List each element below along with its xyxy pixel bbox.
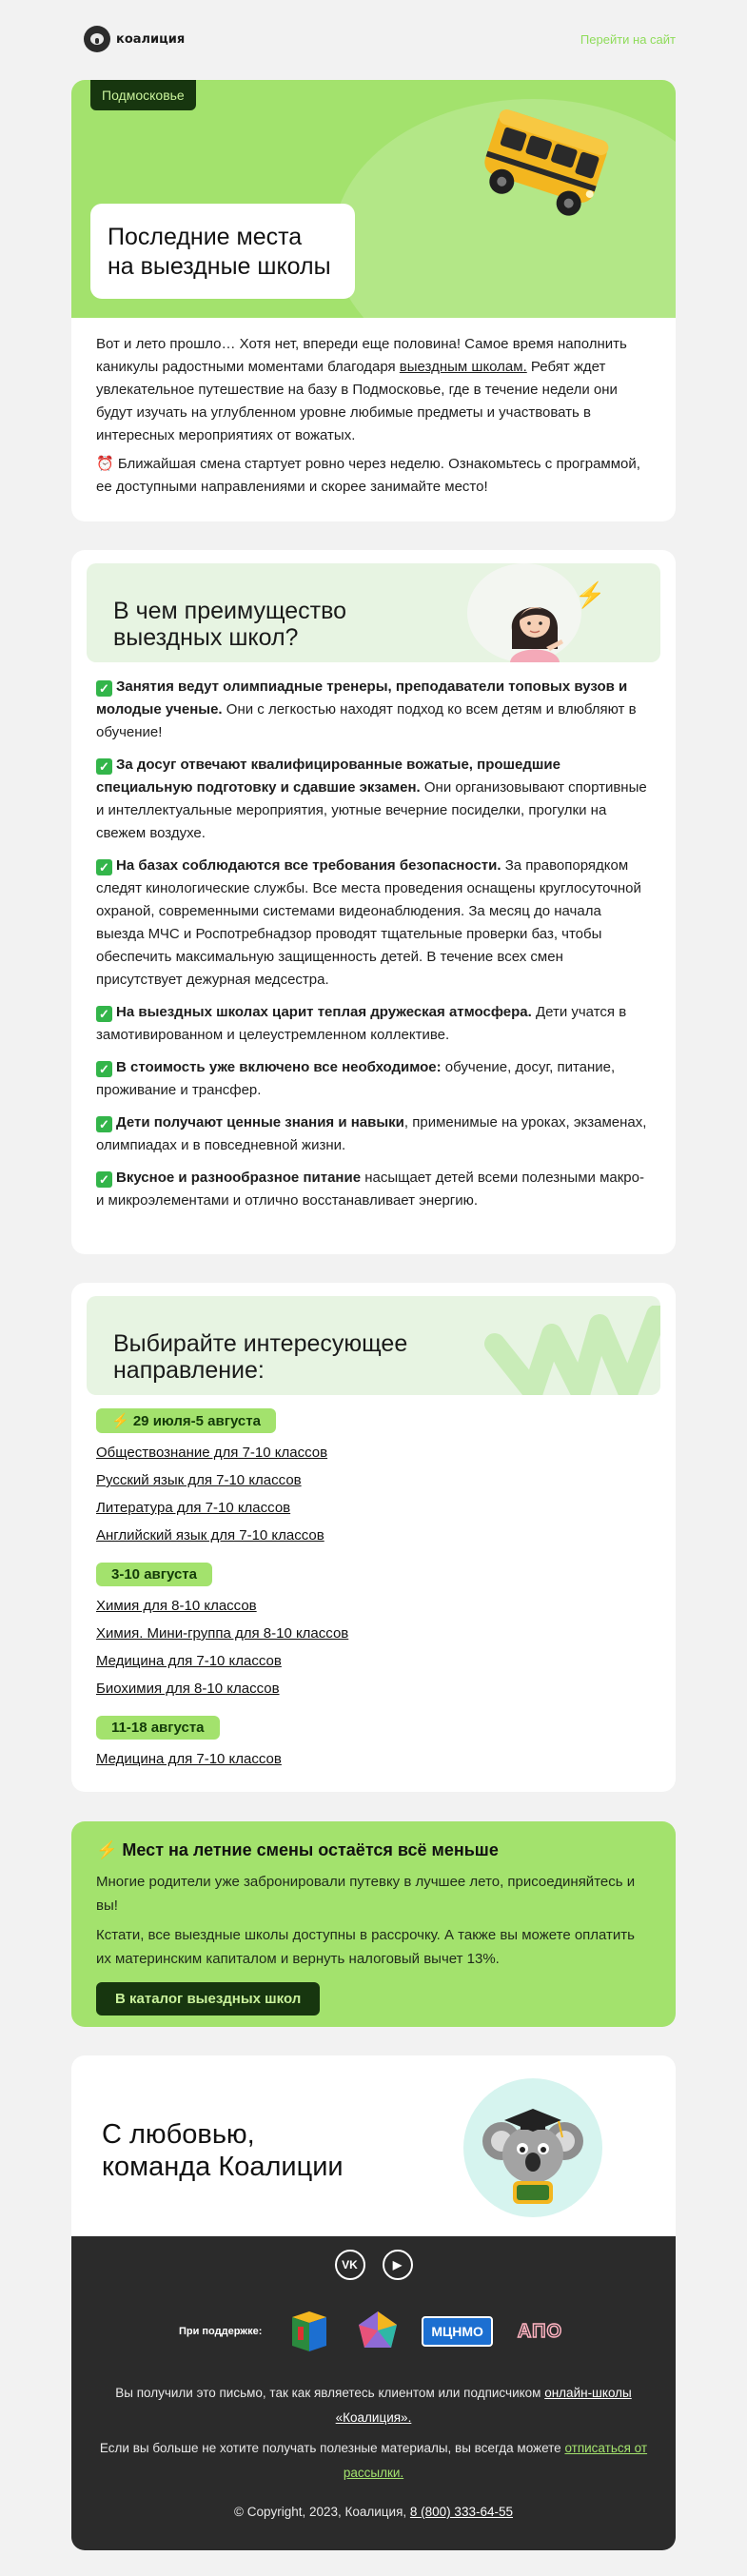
promo-title: ⚡ Мест на летние смены остаётся всё меньше <box>96 1840 499 1859</box>
social-links <box>71 2250 676 2280</box>
intro-text <box>71 318 676 521</box>
benefits-card <box>71 550 676 1254</box>
signoff-line2: команда Коалиции <box>102 2152 344 2182</box>
benefit-text: За правопорядком следят кинологические службы. Все места проведения оснащены круглосуточной охраной, современными системами видеонаблюдения. За месяц до начала выезда МЧС и Роспотребнадзор проводят тщательные проверки баз, чтобы обеспечить максимальную защищенность детей. В течение всех смен присутствует дежурная медсестра. <box>96 857 641 988</box>
brand-name: коалиция <box>116 31 186 47</box>
support-partners <box>71 2303 676 2360</box>
apo-text: АПО <box>517 2320 563 2342</box>
brand-logo[interactable] <box>84 26 185 52</box>
session-date-chip: 3-10 августа <box>96 1563 212 1586</box>
session-date-chip: 11-18 августа <box>96 1716 220 1740</box>
course-link[interactable]: Медицина для 7-10 классов <box>96 1751 282 1767</box>
benefits-header <box>87 563 660 662</box>
benefit-bold: В стоимость уже включено все необходимое: <box>116 1059 442 1075</box>
hero-title <box>90 204 355 299</box>
course-link[interactable]: Медицина для 7-10 классов <box>96 1653 282 1669</box>
directions-title <box>113 1330 407 1384</box>
signoff-card <box>71 2055 676 2236</box>
promo-block <box>71 1821 676 2027</box>
partner-cube-logo-icon <box>285 2310 334 2353</box>
hero-banner <box>71 80 676 318</box>
subscription-note-text: Вы получили это письмо, так как являетесь клиентом или подписчиком <box>115 2386 545 2400</box>
mcnmo-text: МЦНМО <box>422 2316 493 2347</box>
intro-text-b: Ребят ждет увлекательное путешествие на базу в Подмосковье, где в течение недели они будут изучать на углубленном уровне любимые предметы и участвовать в интересных мероприятиях от вожатых. <box>96 359 618 443</box>
session-group <box>87 1716 660 1773</box>
partner-star-logo-icon <box>353 2310 403 2353</box>
hero-title-line2: на выездные школы <box>108 253 331 280</box>
benefit-item <box>96 1111 651 1157</box>
promo-paragraph-2: Кстати, все выездные школы доступны в рассрочку. А также вы можете оплатить их материнским капиталом и вернуть налоговый вычет 13%. <box>96 1927 635 1967</box>
field-schools-link[interactable]: выездным школам. <box>399 359 527 375</box>
intro-paragraph-1 <box>96 333 651 447</box>
course-link[interactable]: Химия. Мини-группа для 8-10 классов <box>96 1625 349 1642</box>
benefit-text: Они организовывают спортивные и интеллектуальные мероприятия, уютные вечерние посиделки, прогулки на свежем воздухе. <box>96 779 647 841</box>
benefit-bold: Дети получают ценные знания и навыки <box>116 1114 404 1131</box>
checkmark-icon: ✓ <box>96 1006 112 1022</box>
directions-title-line2: направление: <box>113 1357 265 1384</box>
girl-illustration-icon <box>502 592 569 662</box>
benefit-item <box>96 676 651 744</box>
course-link[interactable]: Литература для 7-10 классов <box>96 1500 291 1516</box>
benefits-title-line1: В чем преимущество <box>113 598 347 624</box>
catalog-button[interactable]: В каталог выездных школ <box>96 1982 320 2016</box>
email-footer <box>71 2236 676 2550</box>
school-bus-icon <box>469 103 621 226</box>
benefit-text: Дети учатся в замотивированном и целеустремленном коллективе. <box>96 1004 627 1043</box>
benefit-text: Они с легкостью находят подход ко всем детям и влюбляют в обучение! <box>96 701 637 740</box>
copyright <box>71 2505 676 2519</box>
benefits-title-line2: выездных школ? <box>113 624 299 651</box>
koala-logo-icon <box>84 26 110 52</box>
checkmark-icon: ✓ <box>96 1116 112 1132</box>
promo-paragraph-1: Многие родители уже забронировали путевку в лучшее лето, присоединяйтесь и вы! <box>96 1874 636 1914</box>
youtube-icon[interactable]: ▶ <box>383 2250 413 2280</box>
unsubscribe-note-text: Если вы больше не хотите получать полезные материалы, вы всегда можете <box>99 2441 565 2455</box>
signoff-text <box>102 2118 344 2183</box>
vk-icon[interactable]: VK <box>335 2250 365 2280</box>
checkmark-icon: ✓ <box>96 758 112 775</box>
benefit-text: , применимые на уроках, экзаменах, олимпиадах и в повседневной жизни. <box>96 1114 647 1153</box>
benefit-bold: Занятия ведут олимпиадные тренеры, преподаватели топовых вузов и молодые ученые. <box>96 678 628 718</box>
koala-mascot-background <box>463 2078 602 2217</box>
decorative-squiggle-icon <box>476 1306 660 1395</box>
support-label: При поддержке: <box>178 2326 263 2337</box>
benefits-list <box>87 662 660 1212</box>
copyright-text: © Copyright, 2023, Коалиция, <box>234 2505 410 2519</box>
benefit-text: обучение, досуг, питание, проживание и трансфер. <box>96 1059 616 1098</box>
session-group <box>87 1408 660 1549</box>
benefit-item <box>96 1001 651 1047</box>
directions-card <box>71 1283 676 1792</box>
benefit-bold: На выездных школах царит теплая дружеская атмосфера. <box>116 1004 532 1020</box>
benefit-item <box>96 855 651 992</box>
phone-link[interactable]: 8 (800) 333-64-55 <box>409 2505 513 2519</box>
unsubscribe-link[interactable]: отписаться от рассылки. <box>343 2441 648 2480</box>
lightning-icon: ⚡ <box>575 580 606 609</box>
course-link[interactable]: Английский язык для 7-10 классов <box>96 1527 324 1544</box>
intro-paragraph-2: ⏰ Ближайшая смена стартует ровно через неделю. Ознакомьтесь с программой, ее доступными направлениями и скорее занимайте место! <box>96 456 640 495</box>
checkmark-icon: ✓ <box>96 680 112 697</box>
partner-apo-logo <box>512 2310 568 2353</box>
online-school-link[interactable]: онлайн-школы «Коалиция». <box>335 2386 632 2425</box>
signoff-line1: С любовью, <box>102 2119 255 2150</box>
intro-text-a: Вот и лето прошло… Хотя нет, впереди еще половина! Самое время наполнить каникулы радостными моментами благодаря <box>96 336 627 375</box>
go-to-site-link[interactable]: Перейти на сайт <box>580 31 676 47</box>
benefit-item <box>96 1167 651 1212</box>
benefit-text: насыщает детей всеми полезными макро- и микроэлементами и отлично восстанавливает энергию. <box>96 1170 644 1209</box>
checkmark-icon: ✓ <box>96 859 112 875</box>
benefit-bold: На базах соблюдаются все требования безопасности. <box>116 857 501 874</box>
subscription-note <box>90 2381 657 2430</box>
benefit-item <box>96 754 651 845</box>
directions-title-line1: Выбирайте интересующее <box>113 1330 408 1357</box>
course-link[interactable]: Химия для 8-10 классов <box>96 1598 257 1614</box>
benefit-bold: Вкусное и разнообразное питание <box>116 1170 362 1186</box>
checkmark-icon: ✓ <box>96 1061 112 1077</box>
benefit-item <box>96 1056 651 1102</box>
directions-header <box>87 1296 660 1395</box>
region-tag: Подмосковье <box>90 80 196 110</box>
hero-title-line1: Последние места <box>108 224 303 250</box>
koala-mascot-icon <box>463 2078 602 2217</box>
session-date-chip: ⚡ 29 июля-5 августа <box>96 1408 276 1433</box>
benefits-title <box>113 598 346 651</box>
course-link[interactable]: Обществознание для 7-10 классов <box>96 1445 328 1461</box>
benefit-bold: За досуг отвечают квалифицированные вожатые, прошедшие специальную подготовку и сдавшие экзамен. <box>96 757 560 796</box>
email-header <box>84 21 676 57</box>
checkmark-icon: ✓ <box>96 1171 112 1188</box>
session-group <box>87 1563 660 1702</box>
course-link[interactable]: Биохимия для 8-10 классов <box>96 1681 280 1697</box>
unsubscribe-note <box>90 2436 657 2486</box>
partner-mcnmo-logo <box>422 2310 493 2353</box>
course-link[interactable]: Русский язык для 7-10 классов <box>96 1472 302 1488</box>
